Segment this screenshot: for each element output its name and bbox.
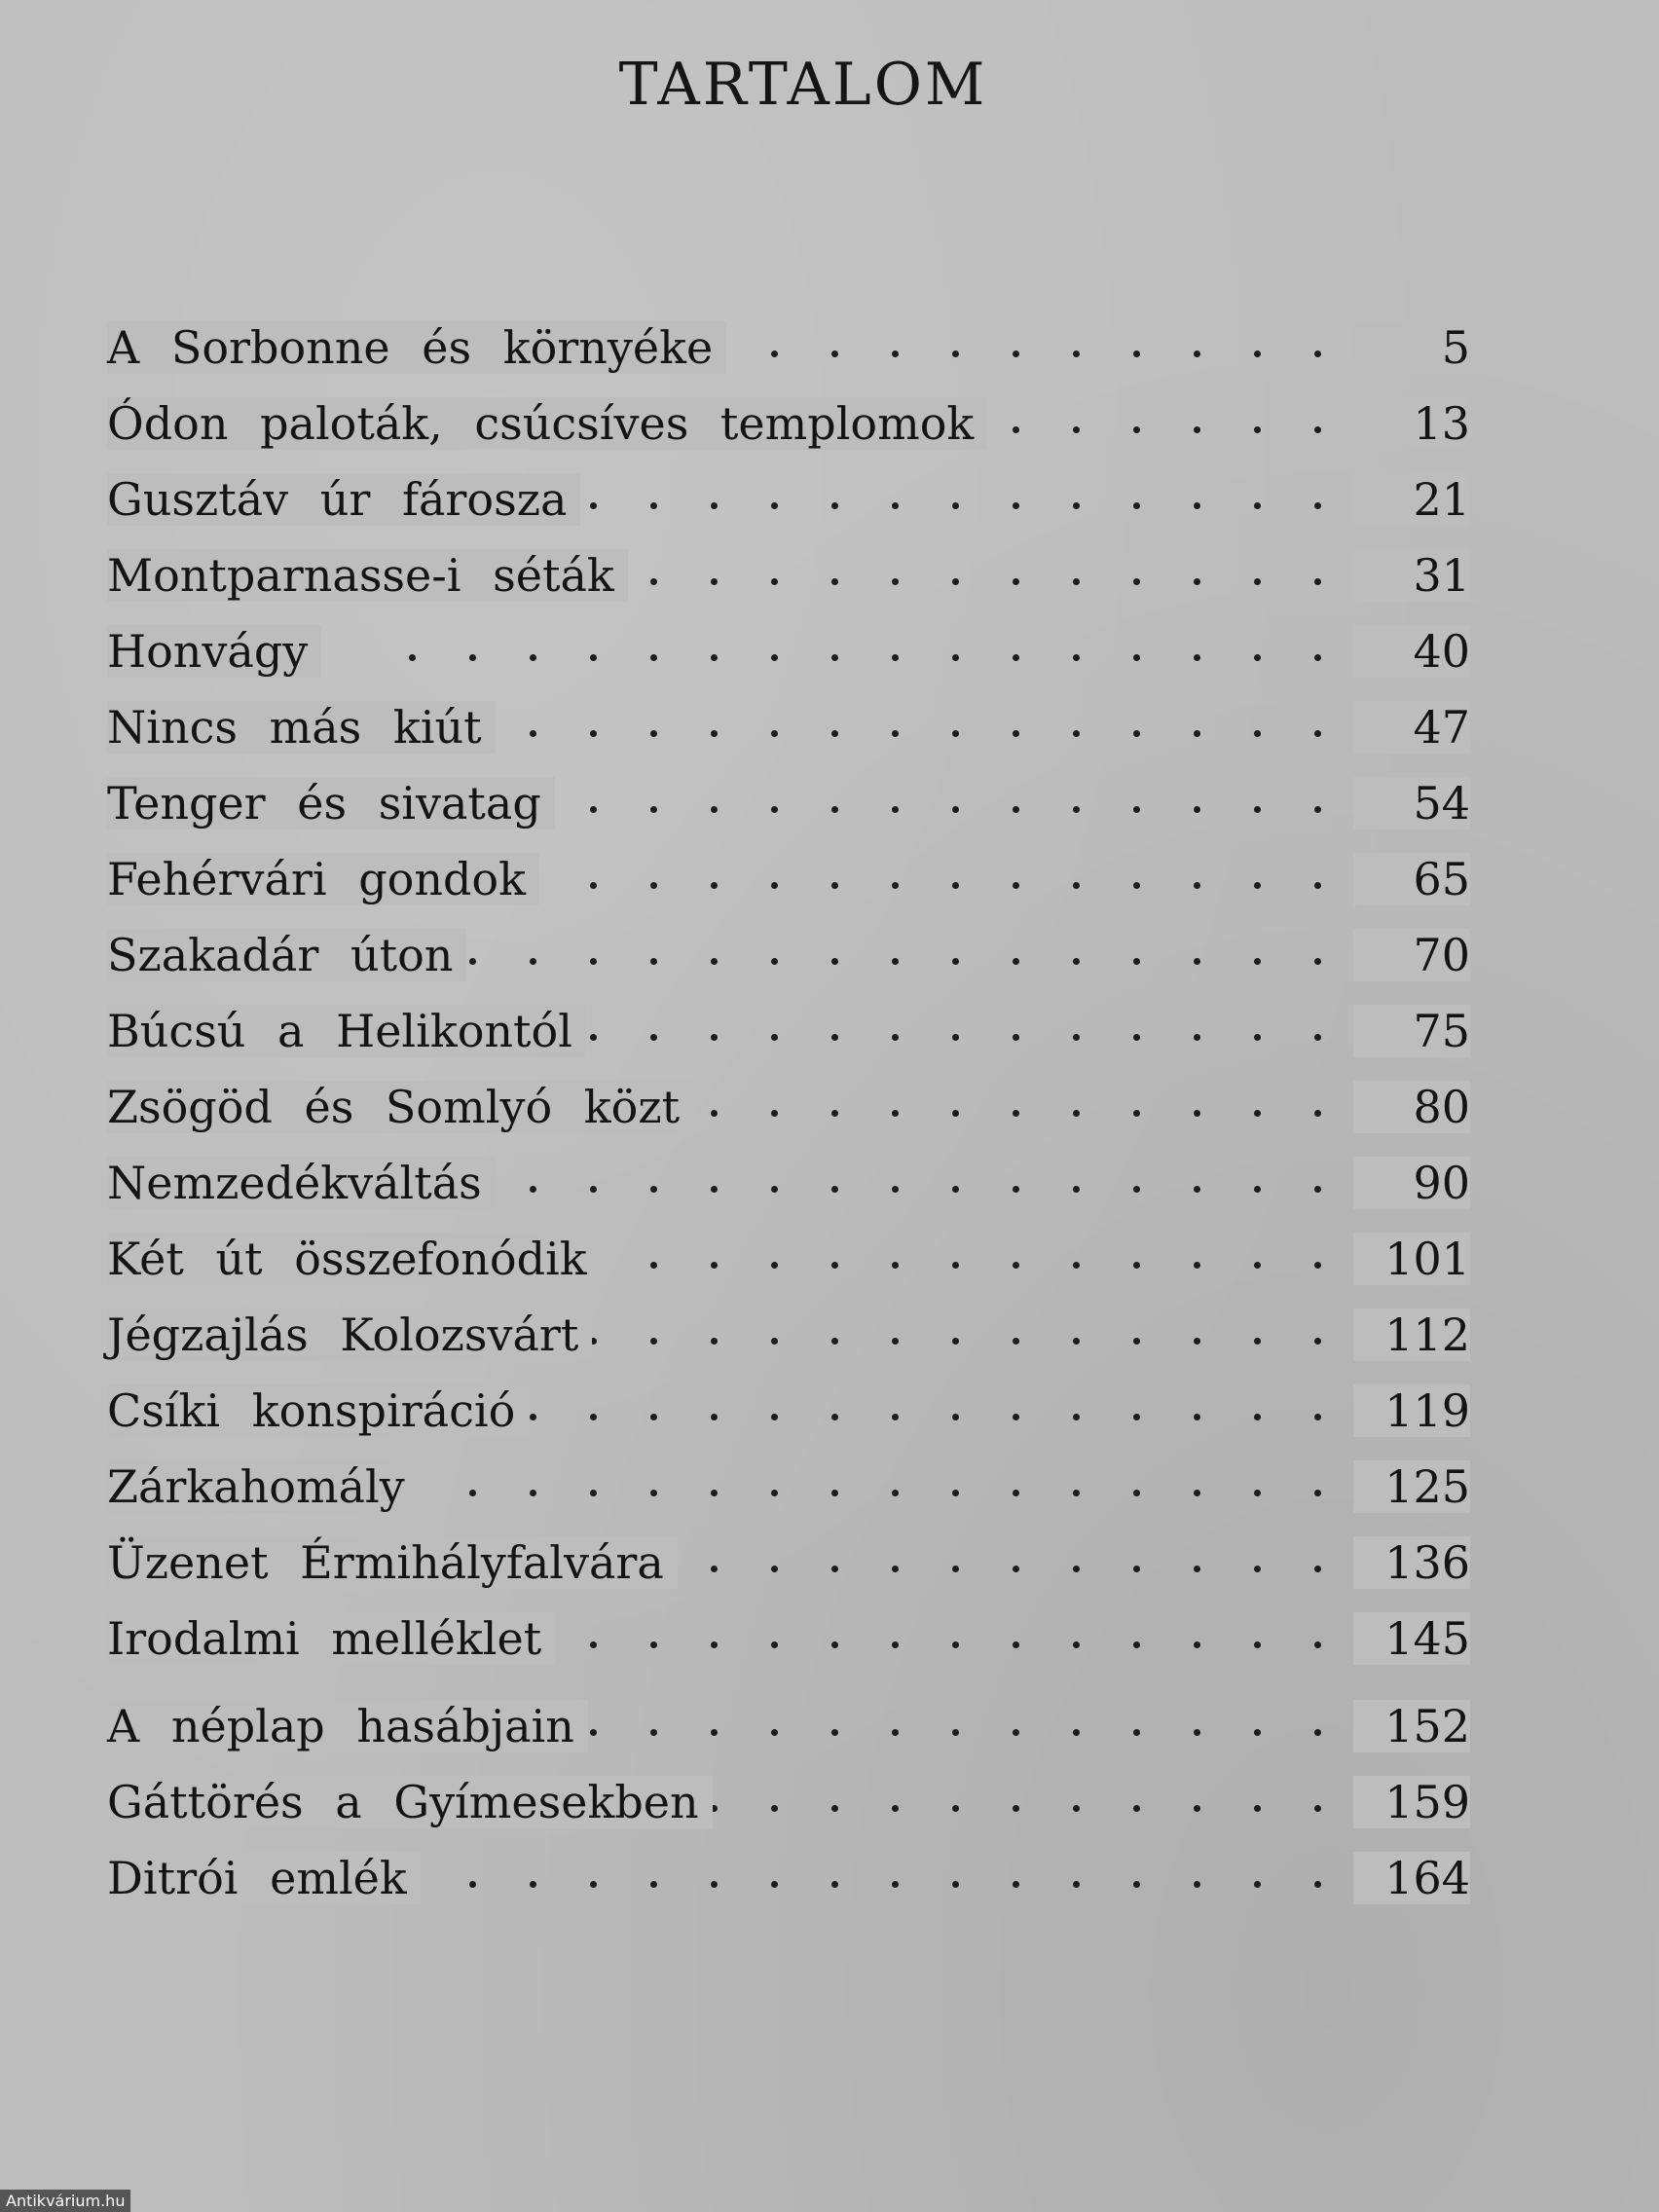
toc-entry <box>107 917 1470 993</box>
toc-entry-title: Gáttörés a Gyímesekben <box>107 1776 713 1828</box>
toc-entry-page-number: 31 <box>1353 549 1470 602</box>
toc-entry-title: Tenger és sivatag <box>107 777 555 830</box>
toc-entry <box>107 841 1470 917</box>
site-watermark: Antikvárium.hu <box>0 2190 130 2212</box>
toc-entry-title: Búcsú a Helikontól <box>107 1005 586 1057</box>
toc-entry-page-number: 54 <box>1353 777 1470 830</box>
toc-entry-page-number: 159 <box>1353 1776 1470 1828</box>
toc-entry-page-number: 152 <box>1353 1700 1470 1752</box>
toc-entry <box>107 1840 1470 1916</box>
toc-entry-page-number: 164 <box>1353 1852 1470 1904</box>
toc-entry-page-number: 70 <box>1353 929 1470 981</box>
toc-entry-title: Zsögöd és Somlyó közt <box>107 1081 693 1133</box>
toc-entry-title: Jégzajlás Kolozsvárt <box>107 1309 592 1361</box>
toc-entry-title: Irodalmi melléklet <box>107 1612 555 1665</box>
toc-entry-page-number: 136 <box>1353 1536 1470 1589</box>
table-of-contents <box>107 310 1470 1916</box>
toc-entry-title: Két út összefonódik <box>107 1233 601 1285</box>
toc-entry <box>107 1069 1470 1145</box>
toc-entry-title: Ditrói emlék <box>107 1852 421 1904</box>
toc-entry-title: Fehérvári gondok <box>107 853 539 905</box>
toc-entry-title: Üzenet Érmihályfalvára <box>107 1536 678 1589</box>
toc-entry <box>107 1145 1470 1221</box>
toc-entry <box>107 1449 1470 1525</box>
toc-entry <box>107 1688 1470 1764</box>
toc-entry-page-number: 101 <box>1353 1233 1470 1285</box>
toc-entry-page-number: 47 <box>1353 701 1470 754</box>
toc-entry-title: Honvágy <box>107 625 321 678</box>
toc-entry-title: Gusztáv úr fárosza <box>107 473 580 526</box>
toc-entry <box>107 386 1470 461</box>
toc-entry-title: Csíki konspiráció <box>107 1384 529 1437</box>
toc-entry-page-number: 80 <box>1353 1081 1470 1133</box>
toc-entry-page-number: 112 <box>1353 1309 1470 1361</box>
toc-entry <box>107 689 1470 765</box>
toc-entry-title: Montparnasse-i séták <box>107 549 628 602</box>
toc-entry-page-number: 90 <box>1353 1157 1470 1209</box>
toc-entry <box>107 1221 1470 1297</box>
toc-entry-page-number: 40 <box>1353 625 1470 678</box>
toc-entry-page-number: 75 <box>1353 1005 1470 1057</box>
toc-entry-page-number: 65 <box>1353 853 1470 905</box>
toc-entry-title: A néplap hasábjain <box>107 1700 588 1752</box>
toc-entry-title: Szakadár úton <box>107 929 466 981</box>
toc-entry <box>107 461 1470 537</box>
toc-entry-page-number: 21 <box>1353 473 1470 526</box>
toc-entry-title: Ódon paloták, csúcsíves templomok <box>107 397 987 450</box>
toc-entry <box>107 993 1470 1069</box>
toc-entry-title: Nincs más kiút <box>107 701 496 754</box>
toc-entry <box>107 310 1470 386</box>
toc-entry <box>107 537 1470 613</box>
toc-entry-title: Zárkahomály <box>107 1460 419 1513</box>
toc-entry-page-number: 125 <box>1353 1460 1470 1513</box>
toc-entry-page-number: 145 <box>1353 1612 1470 1665</box>
toc-entry-title: Nemzedékváltás <box>107 1157 496 1209</box>
toc-entry-title: A Sorbonne és környéke <box>107 321 726 374</box>
toc-entry-page-number: 5 <box>1353 321 1470 374</box>
toc-entry <box>107 1764 1470 1840</box>
toc-entry <box>107 613 1470 689</box>
toc-entry <box>107 1525 1470 1601</box>
toc-entry-page-number: 13 <box>1353 397 1470 450</box>
toc-entry <box>107 1601 1470 1677</box>
toc-entry <box>107 765 1470 841</box>
toc-entry <box>107 1297 1470 1373</box>
toc-entry <box>107 1373 1470 1449</box>
toc-entry-page-number: 119 <box>1353 1384 1470 1437</box>
page-title: TARTALOM <box>618 51 988 119</box>
